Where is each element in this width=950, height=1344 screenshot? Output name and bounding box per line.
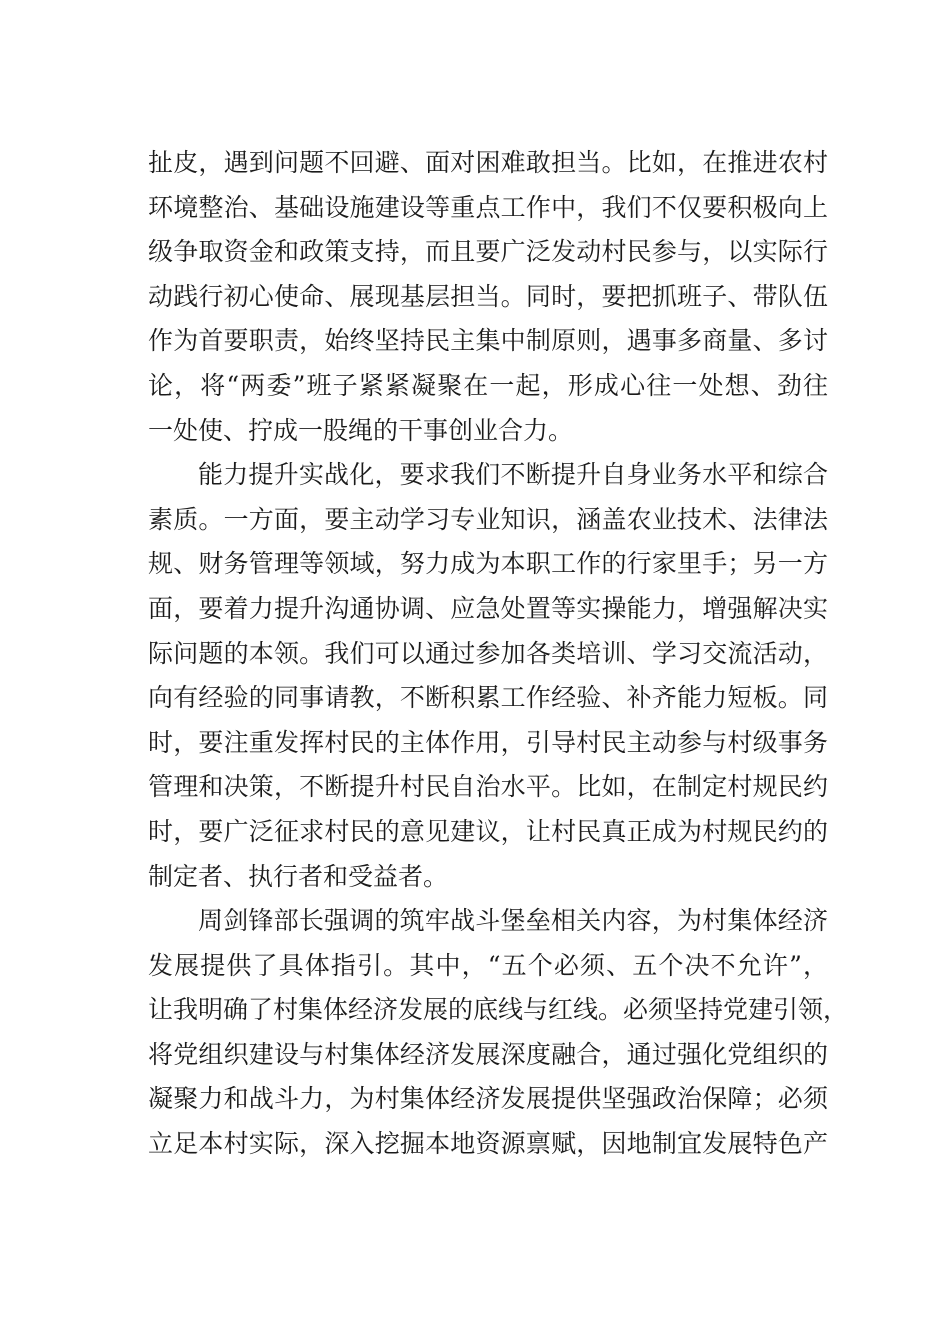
paragraph-2 [148,453,828,899]
text-line: 制定者、执行者和受益者。 [148,861,449,891]
text-line: 面，要着力提升沟通协调、应急处置等实操能力，增强解决实 [148,593,828,623]
text-line: 立足本村实际，深入挖掘本地资源禀赋，因地制宜发展特色产 [148,1129,828,1159]
text-line: 作为首要职责，始终坚持民主集中制原则，遇事多商量、多讨 [148,326,828,356]
text-line: 将党组织建设与村集体经济发展深度融合，通过强化党组织的 [148,1039,828,1069]
document-body [148,141,849,1167]
text-line: 能力提升实战化，要求我们不断提升自身业务水平和综合 [198,460,828,490]
text-line: 论，将“两委”班子紧紧凝聚在一起，形成心往一处想、劲往 [148,370,828,400]
text-line: 环境整治、基础设施建设等重点工作中，我们不仅要积极向上 [148,192,828,222]
paragraph-3 [148,899,849,1167]
text-line: 扯皮，遇到问题不回避、面对困难敢担当。比如，在推进农村 [148,148,828,177]
text-line: 凝聚力和战斗力，为村集体经济发展提供坚强政治保障；必须 [148,1084,828,1114]
text-line: 际问题的本领。我们可以通过参加各类培训、学习交流活动， [148,638,828,668]
text-line: 向有经验的同事请教，不断积累工作经验、补齐能力短板。同 [148,683,828,713]
text-line: 让我明确了村集体经济发展的底线与红线。必须坚持党建引领， [148,995,849,1025]
text-line: 动践行初心使命、展现基层担当。同时，要把抓班子、带队伍 [148,281,828,311]
text-line: 发展提供了具体指引。其中，“五个必须、五个决不允许”， [148,950,828,980]
paragraph-1 [148,141,828,453]
text-line: 时，要注重发挥村民的主体作用，引导村民主动参与村级事务 [148,727,828,757]
text-line: 级争取资金和政策支持，而且要广泛发动村民参与，以实际行 [148,237,828,267]
text-line: 一处使、拧成一股绳的干事创业合力。 [148,415,574,445]
text-line: 时，要广泛征求村民的意见建议，让村民真正成为村规民约的 [148,816,828,846]
text-line: 周剑锋部长强调的筑牢战斗堡垒相关内容，为村集体经济 [198,906,828,936]
text-line: 管理和决策，不断提升村民自治水平。比如，在制定村规民约 [148,772,828,802]
text-line: 素质。一方面，要主动学习专业知识，涵盖农业技术、法律法 [148,504,828,534]
text-line: 规、财务管理等领域，努力成为本职工作的行家里手；另一方 [148,549,828,579]
